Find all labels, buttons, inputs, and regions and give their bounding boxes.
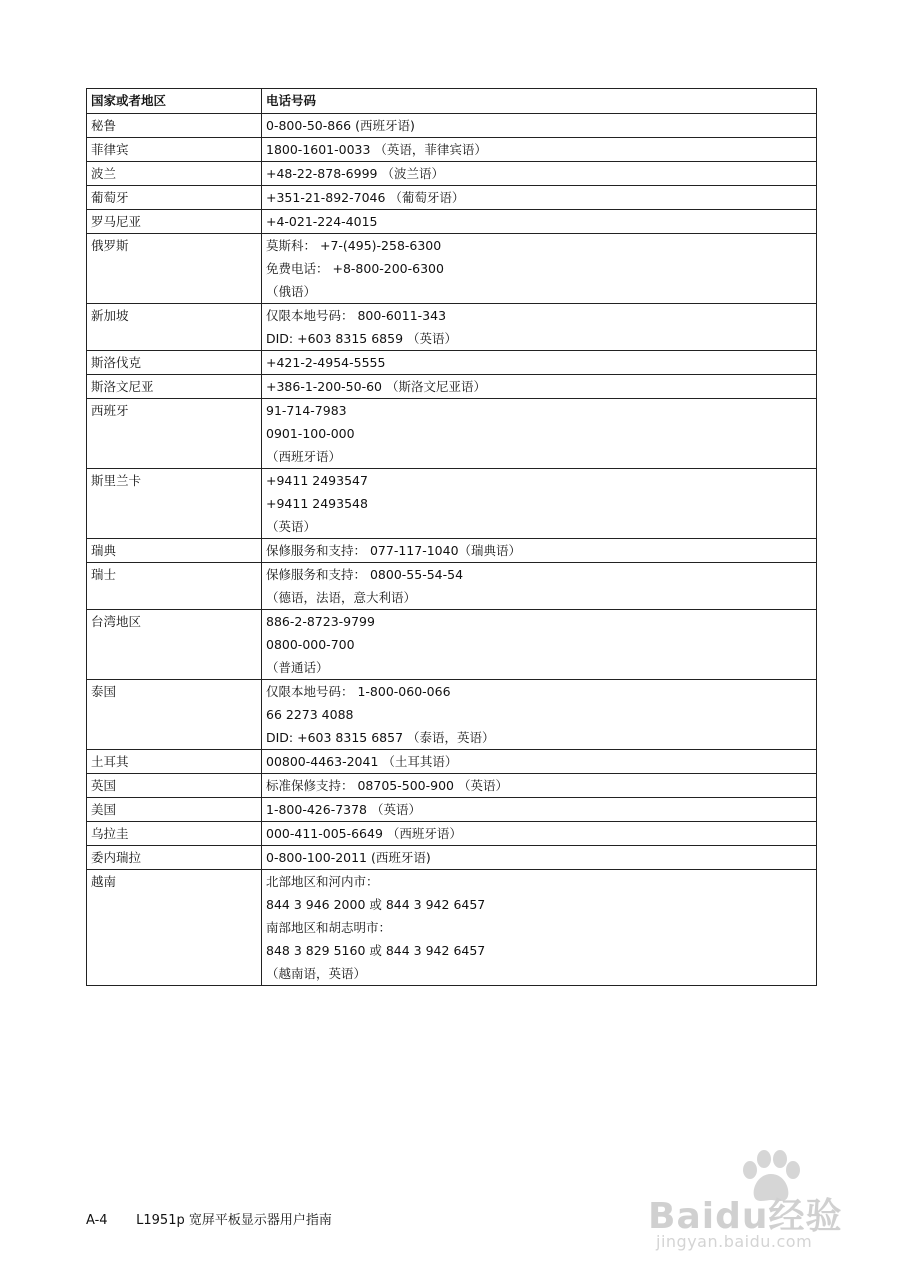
phone-line: 848 3 829 5160 或 844 3 942 6457: [266, 943, 486, 958]
table-row: [87, 186, 817, 210]
table-row: [87, 399, 817, 469]
phone-cell: [262, 798, 817, 822]
phone-line: 标准保修支持： 08705-500-900 （英语）: [266, 778, 508, 793]
phone-line: （普通话）: [266, 660, 329, 675]
phone-line: 0901-100-000: [266, 426, 355, 441]
phone-cell: [262, 610, 817, 680]
table-row: [87, 846, 817, 870]
country-cell: 乌拉圭: [87, 822, 262, 846]
phone-line: +9411 2493547: [266, 473, 368, 488]
phone-cell: [262, 234, 817, 304]
table-row: [87, 304, 817, 351]
phone-cell: [262, 304, 817, 351]
column-header-phone: 电话号码: [262, 89, 817, 114]
phone-line: 1800-1601-0033 （英语，菲律宾语）: [266, 142, 487, 157]
phone-line: +4-021-224-4015: [266, 214, 378, 229]
table-row: [87, 750, 817, 774]
phone-line: 000-411-005-6649 （西班牙语）: [266, 826, 462, 841]
phone-line: 北部地区和河内市：: [266, 874, 379, 889]
support-phone-table: [86, 88, 817, 986]
phone-cell: [262, 750, 817, 774]
page-number: A-4: [86, 1213, 108, 1228]
table-row: [87, 870, 817, 986]
manual-title: L1951p 宽屏平板显示器用户指南: [136, 1213, 332, 1228]
table-row: [87, 539, 817, 563]
phone-cell: [262, 822, 817, 846]
phone-line: （西班牙语）: [266, 449, 342, 464]
country-cell: 罗马尼亚: [87, 210, 262, 234]
country-cell: 斯洛文尼亚: [87, 375, 262, 399]
phone-line: +351-21-892-7046 （葡萄牙语）: [266, 190, 465, 205]
phone-cell: [262, 680, 817, 750]
phone-line: 0-800-50-866 (西班牙语): [266, 118, 415, 133]
phone-line: +9411 2493548: [266, 496, 368, 511]
phone-line: （越南语，英语）: [266, 966, 367, 981]
table-row: [87, 610, 817, 680]
phone-line: 844 3 946 2000 或 844 3 942 6457: [266, 897, 486, 912]
country-cell: 波兰: [87, 162, 262, 186]
country-cell: 新加坡: [87, 304, 262, 351]
phone-line: 66 2273 4088: [266, 707, 354, 722]
country-cell: 斯里兰卡: [87, 469, 262, 539]
phone-cell: [262, 774, 817, 798]
phone-line: 1-800-426-7378 （英语）: [266, 802, 421, 817]
phone-cell: [262, 539, 817, 563]
phone-cell: [262, 186, 817, 210]
country-cell: 斯洛伐克: [87, 351, 262, 375]
phone-cell: [262, 351, 817, 375]
phone-line: （德语，法语，意大利语）: [266, 590, 417, 605]
phone-line: 0800-000-700: [266, 637, 355, 652]
phone-line: 免费电话： +8-800-200-6300: [266, 261, 444, 276]
country-cell: 英国: [87, 774, 262, 798]
phone-cell: [262, 469, 817, 539]
phone-line: +421-2-4954-5555: [266, 355, 386, 370]
phone-line: +386-1-200-50-60 （斯洛文尼亚语）: [266, 379, 486, 394]
country-cell: 菲律宾: [87, 138, 262, 162]
phone-line: （英语）: [266, 519, 317, 534]
phone-cell: [262, 210, 817, 234]
country-cell: 西班牙: [87, 399, 262, 469]
watermark-url: jingyan.baidu.com: [656, 1232, 813, 1251]
country-cell: 瑞士: [87, 563, 262, 610]
phone-line: 南部地区和胡志明市：: [266, 920, 392, 935]
table-row: [87, 469, 817, 539]
country-cell: 越南: [87, 870, 262, 986]
phone-line: +48-22-878-6999 （波兰语）: [266, 166, 444, 181]
table-row: [87, 822, 817, 846]
table-row: [87, 138, 817, 162]
phone-line: 保修服务和支持： 0800-55-54-54: [266, 567, 464, 582]
country-cell: 委内瑞拉: [87, 846, 262, 870]
phone-line: 莫斯科： +7-(495)-258-6300: [266, 238, 442, 253]
phone-line: （俄语）: [266, 284, 317, 299]
country-cell: 葡萄牙: [87, 186, 262, 210]
country-cell: 俄罗斯: [87, 234, 262, 304]
phone-line: 00800-4463-2041 （土耳其语）: [266, 754, 458, 769]
table-row: [87, 114, 817, 138]
phone-line: 仅限本地号码： 800-6011-343: [266, 308, 447, 323]
baidu-watermark: [648, 1150, 868, 1260]
country-cell: 台湾地区: [87, 610, 262, 680]
table-row: [87, 774, 817, 798]
table-row: [87, 162, 817, 186]
watermark-logo-text: Baidu经验: [648, 1196, 843, 1237]
phone-line: 886-2-8723-9799: [266, 614, 375, 629]
table-row: [87, 563, 817, 610]
table-row: [87, 680, 817, 750]
table-header-row: [87, 89, 817, 114]
table-body: [87, 114, 817, 986]
country-cell: 美国: [87, 798, 262, 822]
phone-line: DID: +603 8315 6857 （泰语，英语）: [266, 730, 495, 745]
phone-cell: [262, 563, 817, 610]
phone-line: 91-714-7983: [266, 403, 347, 418]
page-footer: [86, 1209, 332, 1228]
country-cell: 秘鲁: [87, 114, 262, 138]
phone-cell: [262, 162, 817, 186]
table-row: [87, 210, 817, 234]
country-cell: 泰国: [87, 680, 262, 750]
phone-cell: [262, 114, 817, 138]
phone-line: 0-800-100-2011 (西班牙语): [266, 850, 431, 865]
country-cell: 瑞典: [87, 539, 262, 563]
phone-line: 仅限本地号码： 1-800-060-066: [266, 684, 451, 699]
phone-line: 保修服务和支持： 077-117-1040（瑞典语）: [266, 543, 522, 558]
country-cell: 土耳其: [87, 750, 262, 774]
phone-cell: [262, 870, 817, 986]
table-row: [87, 375, 817, 399]
phone-cell: [262, 138, 817, 162]
table-row: [87, 798, 817, 822]
phone-cell: [262, 399, 817, 469]
phone-line: DID: +603 8315 6859 （英语）: [266, 331, 457, 346]
table-row: [87, 234, 817, 304]
phone-cell: [262, 846, 817, 870]
table-row: [87, 351, 817, 375]
column-header-country: 国家或者地区: [87, 89, 262, 114]
phone-cell: [262, 375, 817, 399]
